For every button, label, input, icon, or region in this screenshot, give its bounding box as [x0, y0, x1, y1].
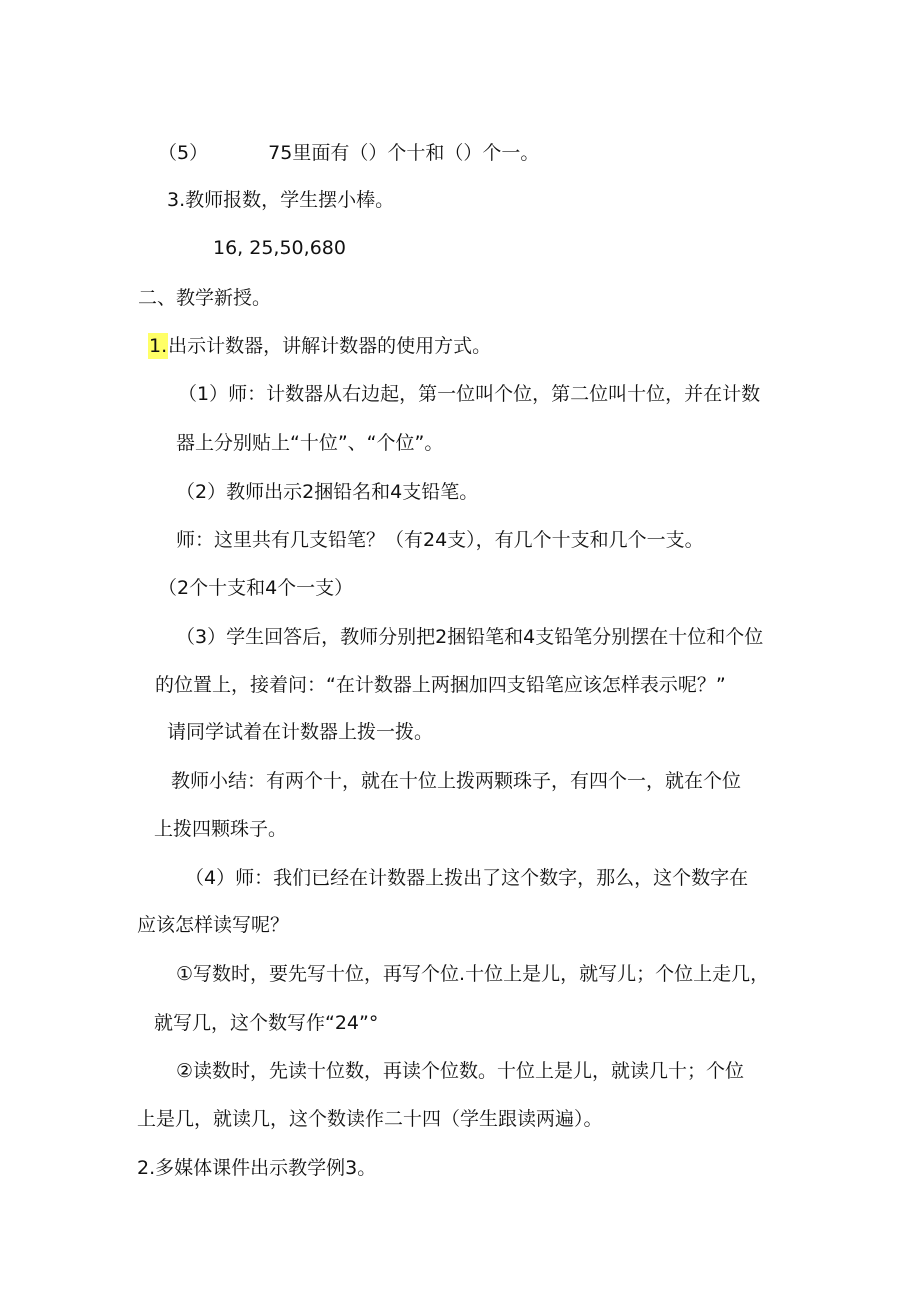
paragraph-line: （2个十支和4个一支）: [158, 577, 354, 599]
line-exercise-5: [158, 141, 539, 165]
paragraph-line: （1）师：计数器从右边起，第一位叫个位，第二位叫十位，并在计数: [178, 383, 761, 405]
line-step-1: [148, 334, 491, 358]
paragraph-line: ②读数时，先读十位数，再读个位数。十位上是儿，就读几十；个位: [176, 1060, 745, 1082]
paragraph-line: （4）师：我们已经在计数器上拨出了这个数字，那么，这个数字在: [185, 867, 749, 889]
highlighted-number: 1.: [149, 335, 168, 357]
step-1-text: 出示计数器，讲解计数器的使用方式。: [168, 335, 492, 357]
paragraph-line: 请同学试着在计数器上拨一拨。: [167, 721, 434, 743]
paragraph-line: （2）教师出示2捆铅名和4支铅笔。: [176, 481, 479, 503]
paragraph-line: 就写几，这个数写作“24”°: [154, 1012, 379, 1034]
item-number: （5）: [158, 142, 209, 164]
paragraph-line: 上拨四颗珠子。: [154, 818, 288, 840]
paragraph-line: 师：这里共有几支铅笔？（有24支），有几个十支和几个一支。: [176, 529, 704, 551]
item-text: 75里面有（）个十和（）个一。: [268, 142, 540, 164]
line-teacher-counts: 3.教师报数，学生摆小棒。: [167, 189, 395, 211]
paragraph-line: 2.多媒体课件出示教学例3。: [137, 1157, 377, 1179]
paragraph-line: 应该怎样读写呢？: [137, 914, 290, 936]
paragraph-line: 的位置上，接着问：“在计数器上两捆加四支铅笔应该怎样表示呢？”: [155, 674, 726, 696]
paragraph-line: （3）学生回答后，教师分别把2捆铅笔和4支铅笔分别摆在十位和个位: [176, 626, 764, 648]
paragraph-line: 上是几，就读几，这个数读作二十四（学生跟读两遍）。: [137, 1108, 603, 1130]
paragraph-line: ①写数时，要先写十位，再写个位.十位上是儿，就写儿；个位上走几，: [176, 963, 770, 985]
paragraph-line: 器上分别贴上“十位”、“个位”。: [176, 432, 444, 454]
line-numbers: 16, 25,50,680: [213, 237, 346, 259]
paragraph-line: 教师小结：有两个十，就在十位上拨两颗珠子，有四个一，就在个位: [171, 770, 742, 792]
section-heading: 二、教学新授。: [138, 287, 272, 309]
